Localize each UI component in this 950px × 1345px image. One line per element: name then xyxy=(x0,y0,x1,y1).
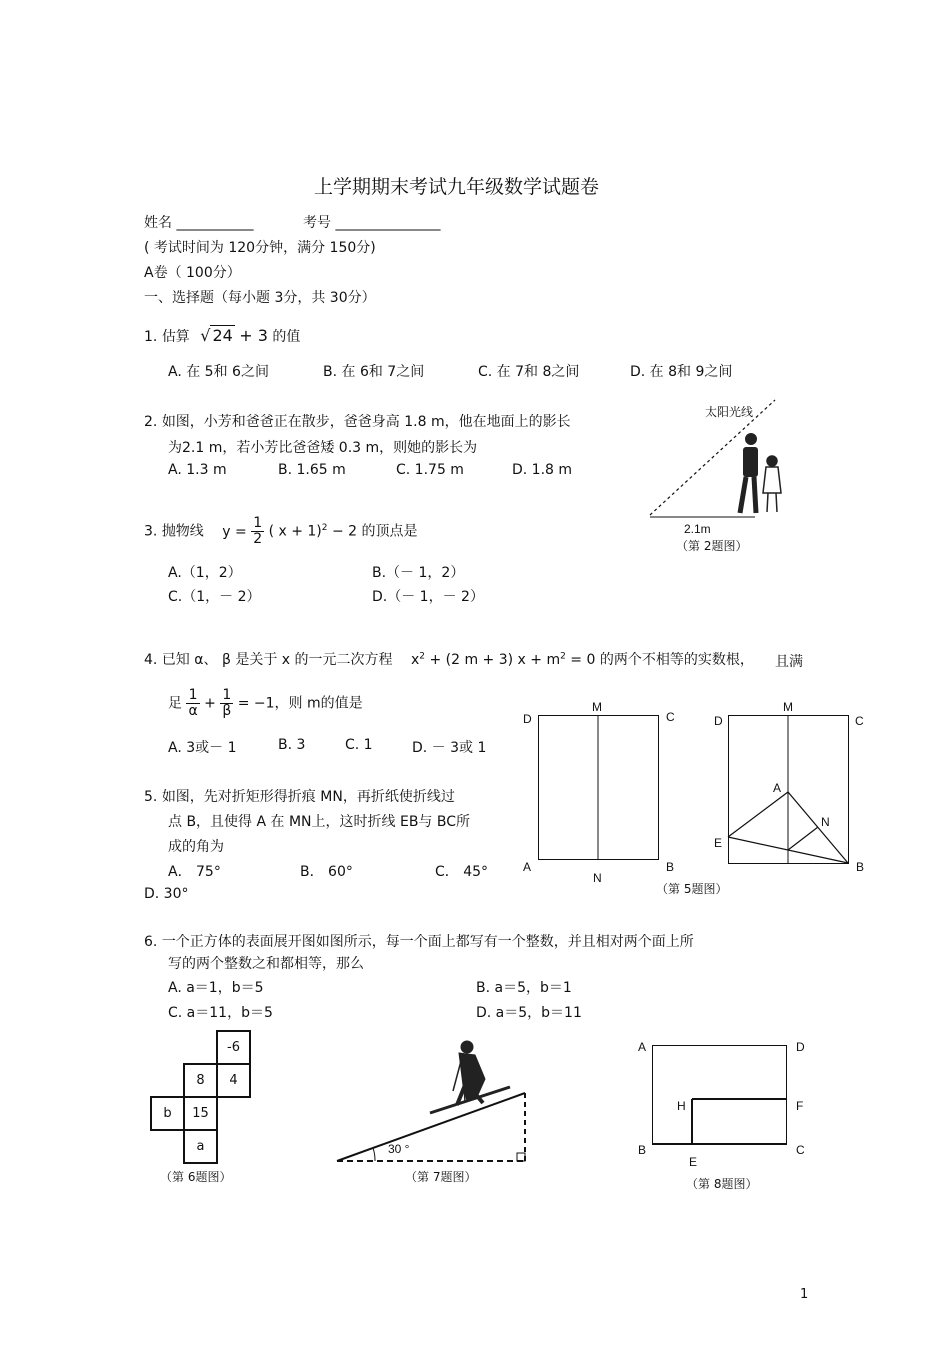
fraction-denominator: α xyxy=(188,703,198,719)
right-angle-mark xyxy=(517,1153,525,1161)
q4-option-b: B. 3 xyxy=(278,737,306,753)
segment-n xyxy=(788,827,818,850)
q3-expr: ( x + 1) xyxy=(268,523,322,540)
q4-line2 xyxy=(168,688,363,719)
name-label: 姓名 xyxy=(144,215,172,231)
q5-option-c: C． 45° xyxy=(435,864,489,880)
q1-suffix: 的值 xyxy=(272,329,301,345)
fraction-denominator: β xyxy=(222,703,232,719)
q6-option-c: C. a＝11，b＝5 xyxy=(168,1005,273,1021)
q3-fraction xyxy=(251,516,264,547)
angle-arc xyxy=(373,1148,375,1161)
q4-option-c: C. 1 xyxy=(345,737,373,753)
q4-option-d: D. － 3或 1 xyxy=(412,740,487,756)
page-number: 1 xyxy=(800,1287,809,1302)
part-one-heading: 一、选择题（每小题 3分，共 30分） xyxy=(144,290,376,306)
question-number: 2. xyxy=(144,414,158,430)
q5-line2: 点 B，且使得 A 在 MN上，这时折线 EB与 BC所 xyxy=(168,814,471,830)
question-number: 4. xyxy=(144,652,158,668)
rectangle-abcd xyxy=(653,1046,787,1145)
label-c: C xyxy=(796,1143,805,1157)
q5-line1: 如图，先对折矩形得折痕 MN，再折纸使折线过 xyxy=(161,789,455,805)
empty-cell xyxy=(217,1130,250,1163)
section-a: A卷（ 100分） xyxy=(144,265,241,281)
empty-cell xyxy=(151,1064,184,1097)
label-d: D xyxy=(796,1040,805,1054)
q2-line1: 如图，小芳和爸爸正在散步，爸爸身高 1.8 m，他在地面上的影长 xyxy=(161,414,571,430)
question-number: 3. xyxy=(144,523,158,540)
number-blank: _______________ xyxy=(335,215,441,231)
question-number: 1. xyxy=(144,329,158,345)
q1-option-b: B. 在 6和 7之间 xyxy=(323,364,425,380)
figure-5-caption: （第 5题图） xyxy=(656,882,728,896)
question-1 xyxy=(144,326,300,346)
q1-prefix: 估算 xyxy=(161,329,190,345)
q5-option-a: A． 75° xyxy=(168,864,221,880)
label-a: A xyxy=(773,781,782,795)
number-label: 考号 xyxy=(303,215,331,231)
figure-5-left-rectangle xyxy=(538,715,663,860)
q3-option-d: D.（－ 1，－ 2） xyxy=(372,589,484,605)
q4-line2-prefix: 足 xyxy=(168,695,182,712)
figure-7-caption: （第 7题图） xyxy=(405,1170,477,1184)
label-c: C xyxy=(666,710,675,724)
q1-option-d: D. 在 8和 9之间 xyxy=(630,364,733,380)
question-number: 5. xyxy=(144,789,158,805)
fraction-numerator: 1 xyxy=(220,688,233,704)
empty-cell xyxy=(151,1031,184,1064)
q4-prefix: 已知 α、 β 是关于 x 的一元二次方程 xyxy=(161,652,393,668)
label-d: D xyxy=(523,712,532,726)
question-6 xyxy=(144,931,694,951)
fraction-numerator: 1 xyxy=(186,688,199,704)
empty-cell xyxy=(217,1097,250,1130)
label-a: A xyxy=(523,860,532,874)
q4-eq-exp2: 2 xyxy=(560,651,566,662)
slope-line xyxy=(337,1093,525,1161)
label-e: E xyxy=(714,836,723,850)
q3-option-b: B.（－ 1，2） xyxy=(372,565,465,581)
figure-8-caption: （第 8题图） xyxy=(686,1177,758,1191)
label-a: A xyxy=(638,1040,647,1054)
figure-7-skier xyxy=(335,1035,545,1165)
label-b: B xyxy=(638,1143,647,1157)
figure-2-caption: （第 2题图） xyxy=(676,539,748,553)
label-n: N xyxy=(593,871,602,885)
q4-suffix2: 且满 xyxy=(775,654,803,670)
q2-option-c: C. 1.75 m xyxy=(396,462,464,478)
figure-5-right-folded xyxy=(728,715,853,865)
q5-line3: 成的角为 xyxy=(168,839,224,855)
sqrt-expression: √ 24 xyxy=(200,326,233,345)
label-m: M xyxy=(783,700,793,714)
sun-ray-label: 太阳光线 xyxy=(705,405,754,419)
page-title: 上学期期末考试九年级数学试题卷 xyxy=(314,176,600,198)
q4-eq-mid: + (2 m + 3) x + m xyxy=(429,652,561,668)
q4-eq-x: x xyxy=(410,652,420,668)
name-field xyxy=(144,212,253,232)
cell-15: 15 xyxy=(184,1097,217,1130)
radicand: 24 xyxy=(212,326,233,345)
q4-option-a: A. 3或－ 1 xyxy=(168,740,237,756)
number-field xyxy=(303,212,440,232)
q3-option-a: A.（1，2） xyxy=(168,565,242,581)
q3-option-c: C.（1，－ 2） xyxy=(168,589,261,605)
figure-6-caption: （第 6题图） xyxy=(160,1170,232,1184)
label-e: E xyxy=(689,1155,698,1169)
q3-prefix: 抛物线 xyxy=(161,523,204,540)
fraction-numerator: 1 xyxy=(253,515,263,531)
label-f: F xyxy=(796,1099,804,1113)
q4-eq-end: = 0 xyxy=(570,652,596,668)
empty-cell xyxy=(151,1130,184,1163)
q4-eq-exp: 2 xyxy=(419,651,425,662)
empty-cell xyxy=(184,1031,217,1064)
q2-option-a: A. 1.3 m xyxy=(168,462,227,478)
q1-option-a: A. 在 5和 6之间 xyxy=(168,364,269,380)
q6-line1: 一个正方体的表面展开图如图所示，每一个面上都写有一个整数，并且相对两个面上所 xyxy=(161,934,694,950)
question-4 xyxy=(144,649,754,669)
q6-option-a: A. a＝1，b＝5 xyxy=(168,980,264,996)
angle-label: 30 ° xyxy=(388,1142,410,1156)
label-n: N xyxy=(821,815,830,829)
question-2 xyxy=(144,411,571,431)
q4-suffix: 的两个不相等的实数根， xyxy=(599,652,754,668)
q4-plus: + xyxy=(204,695,216,712)
label-h: H xyxy=(677,1099,686,1113)
label-m: M xyxy=(592,700,602,714)
q3-suffix: 的顶点是 xyxy=(361,523,418,540)
time-note: ( 考试时间为 120分钟，满分 150分) xyxy=(144,240,376,256)
q5-option-d: D. 30° xyxy=(144,886,189,902)
cell-top: -6 xyxy=(217,1031,250,1064)
question-3 xyxy=(144,516,418,547)
q1-plus: + 3 xyxy=(239,326,268,345)
label-c: C xyxy=(855,714,864,728)
q3-exponent: 2 xyxy=(321,522,328,533)
q2-line2: 为2.1 m，若小芳比爸爸矮 0.3 m，则她的影长为 xyxy=(168,440,478,456)
q6-option-d: D. a＝5，b＝11 xyxy=(476,1005,582,1021)
q6-line2: 写的两个整数之和都相等，那么 xyxy=(168,956,364,972)
q6-option-b: B. a＝5，b＝1 xyxy=(476,980,572,996)
cell-a: a xyxy=(184,1130,217,1163)
q2-option-d: D. 1.8 m xyxy=(512,462,573,478)
cell-b: b xyxy=(151,1097,184,1130)
cell-8: 8 xyxy=(184,1064,217,1097)
question-5 xyxy=(144,786,455,806)
q3-y-eq: y = xyxy=(222,523,247,540)
q5-option-b: B． 60° xyxy=(300,864,353,880)
name-blank: ___________ xyxy=(176,215,254,231)
q4-eq2: = −1，则 m的值是 xyxy=(237,695,363,712)
label-b: B xyxy=(856,860,865,874)
fraction-denominator: 2 xyxy=(253,531,263,547)
cube-net xyxy=(150,1030,251,1164)
q2-option-b: B. 1.65 m xyxy=(278,462,346,478)
label-b: B xyxy=(666,860,675,874)
father-figure xyxy=(740,433,758,513)
girl-figure xyxy=(763,456,781,512)
q3-tail: − 2 xyxy=(331,523,358,540)
figure-8-rectangle xyxy=(652,1045,792,1145)
q1-option-c: C. 在 7和 8之间 xyxy=(478,364,580,380)
label-d: D xyxy=(714,714,723,728)
question-number: 6. xyxy=(144,934,158,950)
cell-4: 4 xyxy=(217,1064,250,1097)
q4-fraction-alpha xyxy=(186,688,199,719)
shadow-length-label: 2.1m xyxy=(684,522,711,536)
q4-fraction-beta xyxy=(220,688,233,719)
